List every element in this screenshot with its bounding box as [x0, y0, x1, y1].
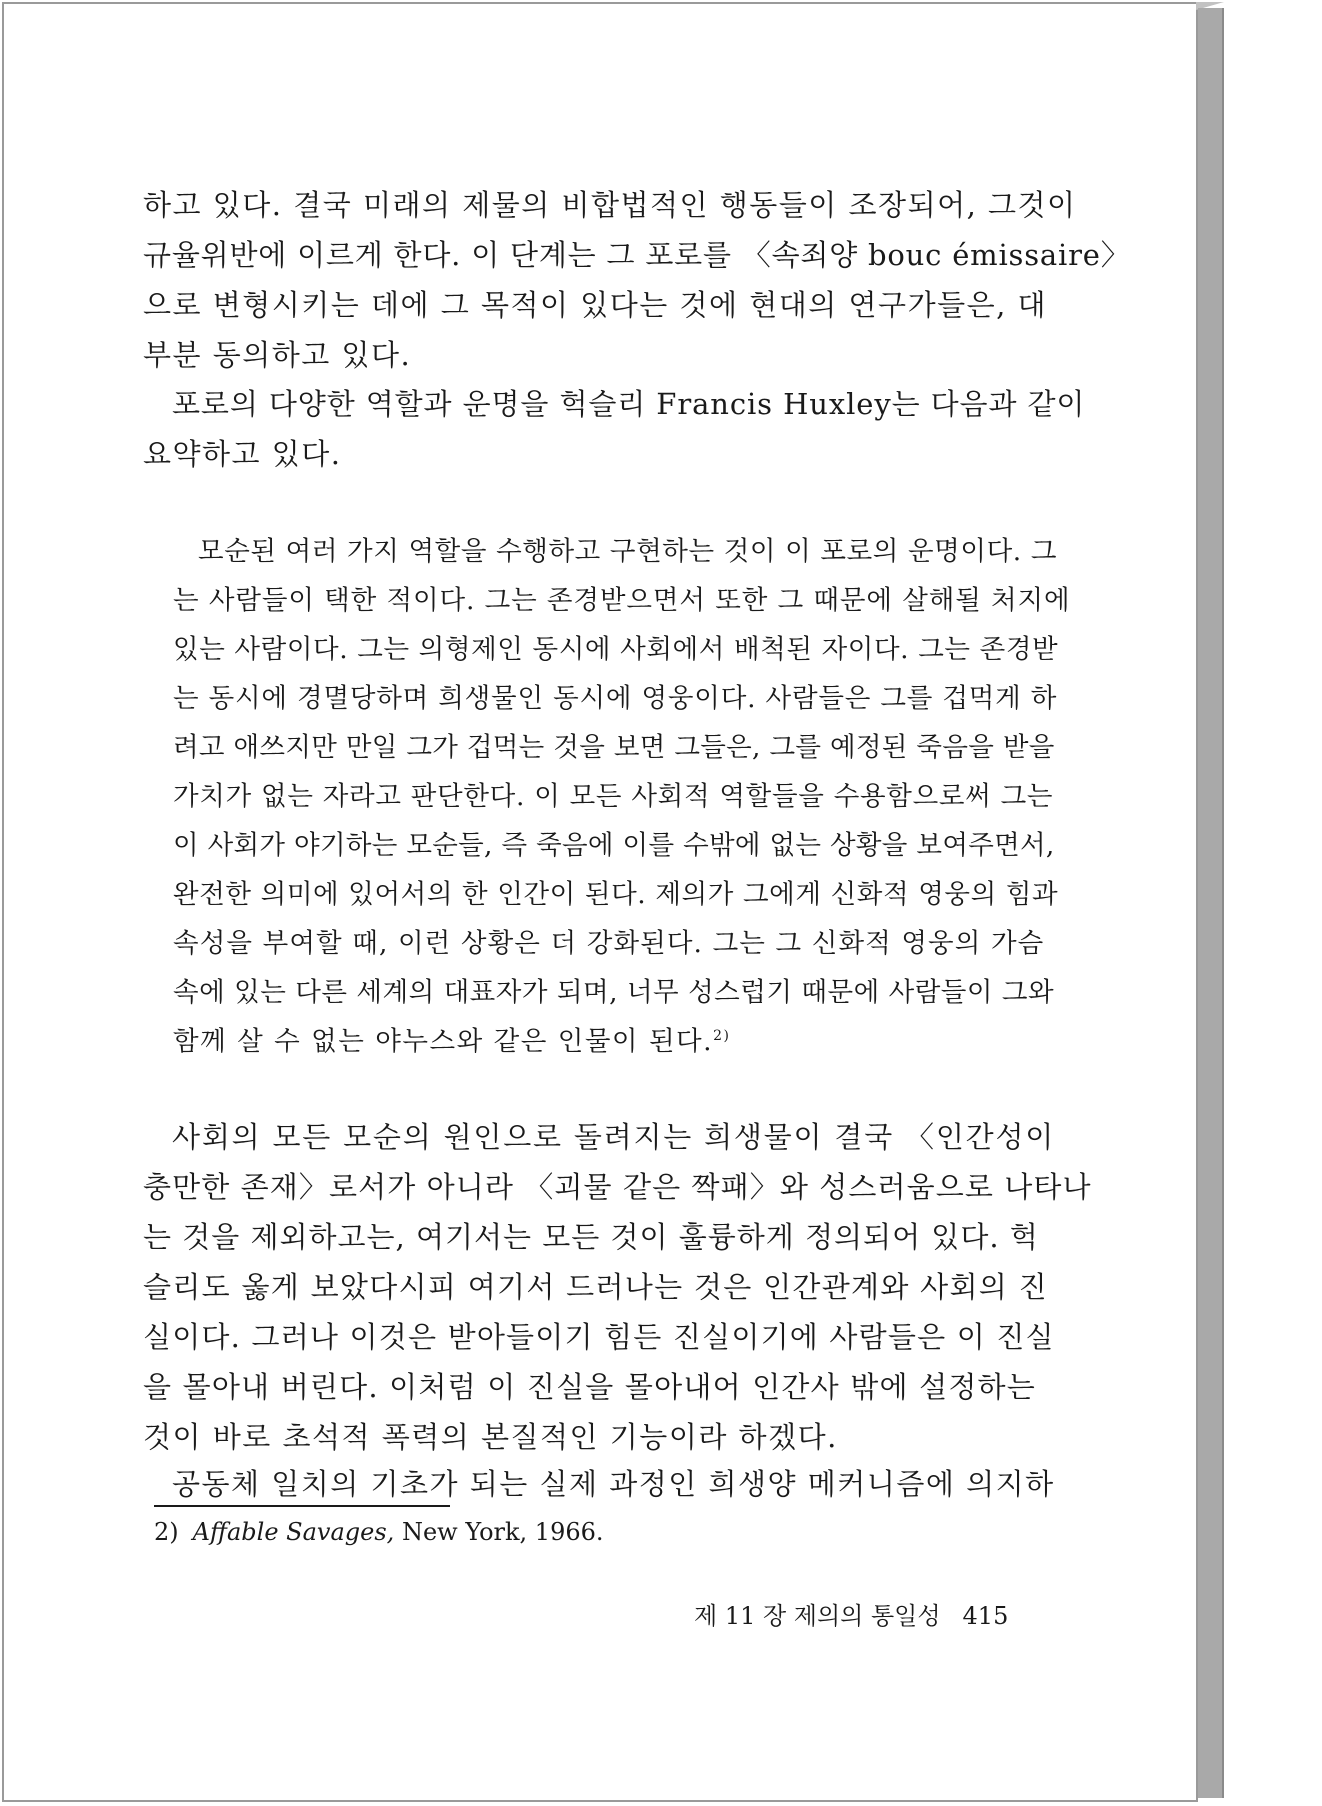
quote-line: 는 동시에 경멸당하며 희생물인 동시에 영웅이다. 사람들은 그를 겁먹게 하 [173, 683, 1058, 714]
quote-line: 이 사회가 야기하는 모순들, 즉 죽음에 이를 수밖에 없는 상황을 보여주면서, [173, 830, 1055, 861]
footnote-number: 2) [154, 1518, 179, 1546]
page-edge [1198, 8, 1224, 1798]
paragraph-line: 규율위반에 이르게 한다. 이 단계는 그 포로를 〈속죄양 bouc émissaire〉 [143, 238, 1131, 272]
quote-line: 모순된 여러 가지 역할을 수행하고 구현하는 것이 이 포로의 운명이다. 그 [198, 536, 1058, 567]
paragraph-line: 을 몰아내 버린다. 이처럼 이 진실을 몰아내어 인간사 밖에 설정하는 [143, 1370, 1036, 1404]
quote-line: 는 사람들이 택한 적이다. 그는 존경받으면서 또한 그 때문에 살해될 처지에 [173, 585, 1071, 616]
quote-line: 려고 애쓰지만 만일 그가 겁먹는 것을 보면 그들은, 그를 예정된 죽음을 받을 [173, 732, 1055, 763]
page-number: 415 [962, 1602, 1009, 1630]
paragraph-line: 하고 있다. 결국 미래의 제물의 비합법적인 행동들이 조장되어, 그것이 [143, 188, 1077, 222]
footnote-rule [154, 1505, 450, 1507]
running-footer [694, 1596, 1008, 1631]
quote-line: 가치가 없는 자라고 판단한다. 이 모든 사회적 역할들을 수용함으로써 그는 [173, 781, 1054, 812]
quote-line-text: 함께 살 수 없는 야누스와 같은 인물이 된다. [173, 1026, 714, 1057]
quote-line [173, 1019, 730, 1058]
quote-line: 속에 있는 다른 세계의 대표자가 되며, 너무 성스럽기 때문에 사람들이 그와 [173, 977, 1055, 1008]
footnote-title: Affable Savages, [192, 1518, 395, 1546]
paragraph-line: 사회의 모든 모순의 원인으로 돌려지는 희생물이 결국 〈인간성이 [172, 1120, 1056, 1154]
paragraph-line: 슬리도 옳게 보았다시피 여기서 드러나는 것은 인간관계와 사회의 진 [143, 1270, 1048, 1304]
paragraph-line: 는 것을 제외하고는, 여기서는 모든 것이 훌륭하게 정의되어 있다. 헉 [143, 1220, 1039, 1254]
paragraph-line: 부분 동의하고 있다. [143, 338, 412, 372]
paragraph-line: 요약하고 있다. [143, 437, 342, 471]
quote-line: 있는 사람이다. 그는 의형제인 동시에 사회에서 배척된 자이다. 그는 존경받 [173, 634, 1059, 665]
paragraph-line: 실이다. 그러나 이것은 받아들이기 힘든 진실이기에 사람들은 이 진실 [143, 1320, 1055, 1354]
quote-line: 속성을 부여할 때, 이런 상황은 더 강화된다. 그는 그 신화적 영웅의 가슴 [173, 928, 1045, 959]
footnote-reference: 2) [713, 1028, 731, 1045]
paragraph-line: 포로의 다양한 역할과 운명을 헉슬리 Francis Huxley는 다음과 같이 [172, 387, 1086, 421]
footnote-publication: New York, 1966. [401, 1518, 604, 1546]
paragraph-line: 공동체 일치의 기초가 되는 실제 과정인 희생양 메커니즘에 의지하 [172, 1467, 1055, 1501]
footnote [154, 1518, 604, 1546]
paragraph-line: 충만한 존재〉로서가 아니라 〈괴물 같은 짝패〉와 성스러움으로 나타나 [143, 1170, 1092, 1204]
paragraph-line: 으로 변형시키는 데에 그 목적이 있다는 것에 현대의 연구가들은, 대 [143, 288, 1048, 322]
chapter-title: 제 11 장 제의의 통일성 [694, 1602, 941, 1630]
quote-line: 완전한 의미에 있어서의 한 인간이 된다. 제의가 그에게 신화적 영웅의 힘과 [173, 879, 1059, 910]
paragraph-line: 것이 바로 초석적 폭력의 본질적인 기능이라 하겠다. [143, 1420, 838, 1454]
